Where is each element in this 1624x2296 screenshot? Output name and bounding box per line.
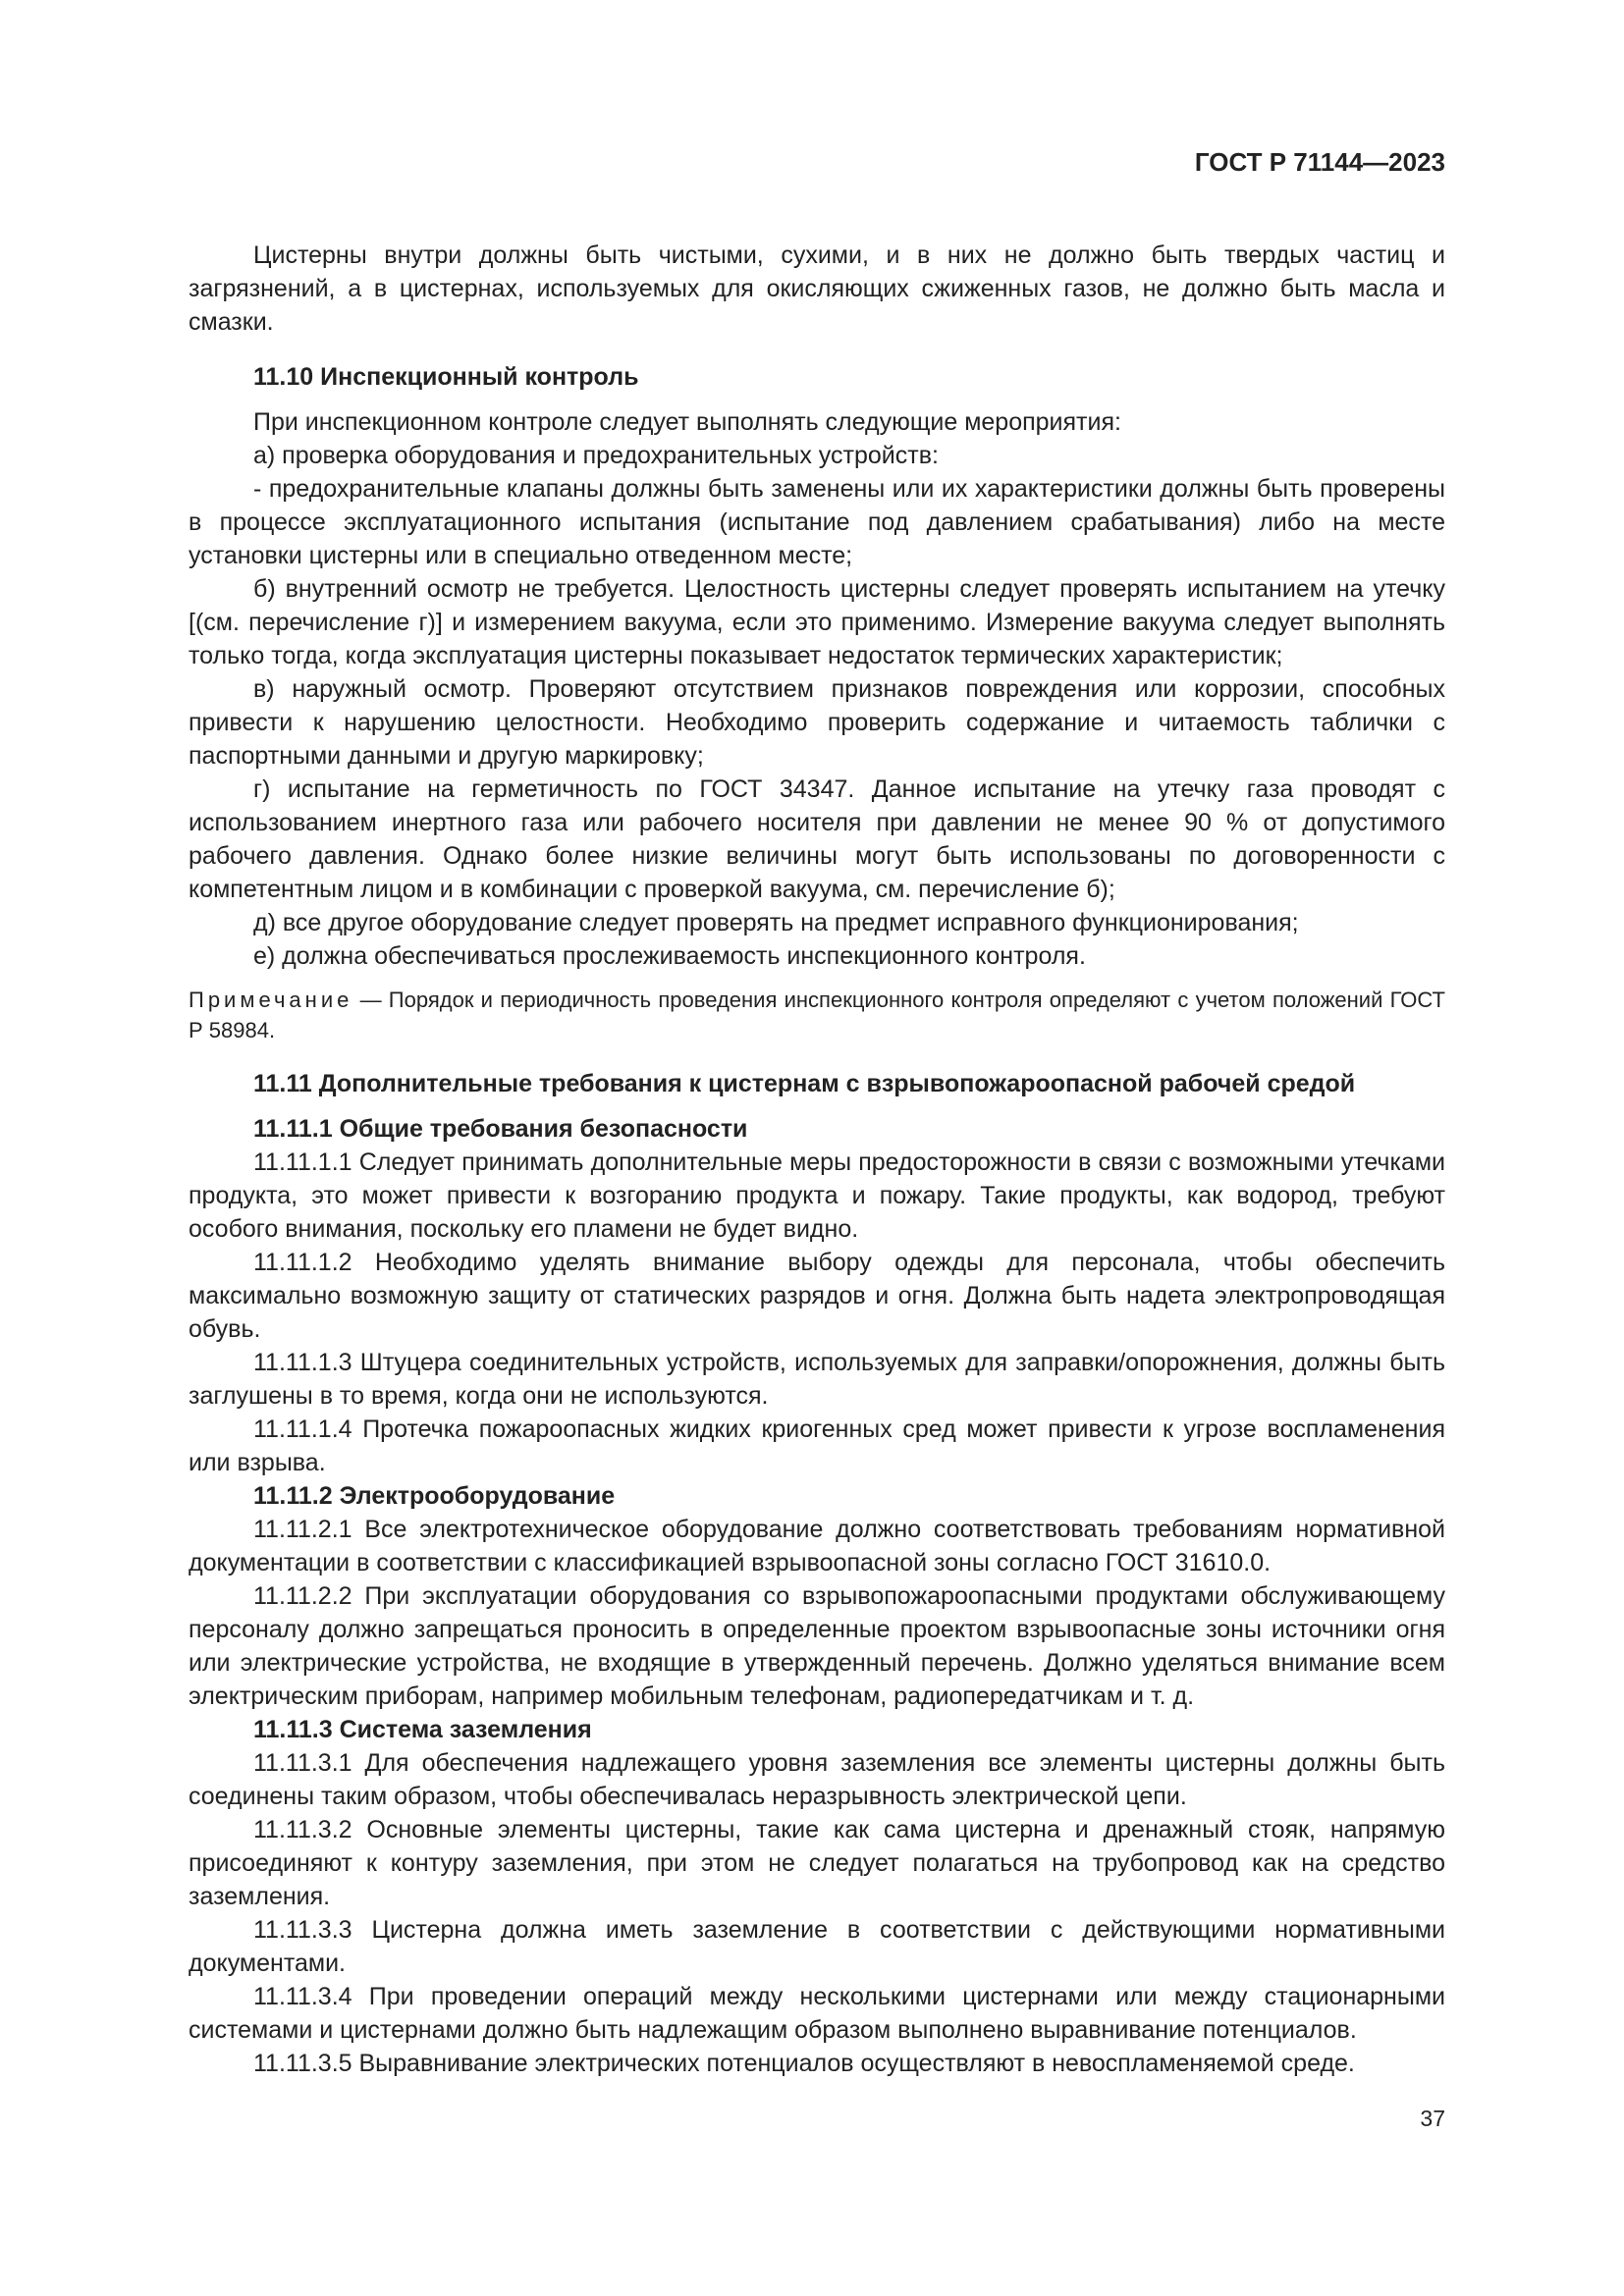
section-11-10-heading: 11.10 Инспекционный контроль	[253, 363, 639, 391]
clause-11-11-3-3: 11.11.3.3 Цистерна должна иметь заземление в соответствии с действующими нормативными документами.	[189, 1916, 1445, 1977]
clause-11-11-2-1: 11.11.2.1 Все электротехническое оборудование должно соответствовать требованиям нормативной документации в соответствии с классификацией взрывоопасной зоны согласно ГОСТ 31610.0.	[189, 1516, 1445, 1576]
list-item-g: г) испытание на герметичность по ГОСТ 34347. Данное испытание на утечку газа проводят с использованием инертного газа или рабочего носителя при давлении не менее 90 % от допустимого рабочего давления. Однако более низкие величины могут быть использованы по договоренности с компетентным лицом и в комбинации с проверкой вакуума, см. перечисление б);	[189, 775, 1445, 903]
note-label: Примечание	[189, 988, 353, 1012]
clause-11-11-1-4: 11.11.1.4 Протечка пожароопасных жидких криогенных сред может привести к угрозе воспламенения или взрыва.	[189, 1415, 1445, 1476]
subsection-11-11-1-heading: 11.11.1 Общие требования безопасности	[253, 1115, 748, 1143]
intro-paragraph: Цистерны внутри должны быть чистыми, сухими, и в них не должно быть твердых частиц и загрязнений, а в цистернах, используемых для окисляющих сжиженных газов, не должно быть масла и смазки.	[189, 241, 1445, 336]
list-item-d: д) все другое оборудование следует проверять на предмет исправного функционирования;	[253, 909, 1299, 936]
list-item-e: е) должна обеспечиваться прослеживаемость инспекционного контроля.	[253, 942, 1086, 970]
clause-11-11-1-1: 11.11.1.1 Следует принимать дополнительные меры предосторожности в связи с возможными утечками продукта, это может привести к возгоранию продукта и пожару. Такие продукты, как водород, требуют особого внимания, поскольку его пламени не будет видно.	[189, 1148, 1445, 1243]
clause-11-11-1-2: 11.11.1.2 Необходимо уделять внимание выбору одежды для персонала, чтобы обеспечить максимально возможную защиту от статических разрядов и огня. Должна быть надета электропроводящая обувь.	[189, 1249, 1445, 1343]
clause-11-11-3-1: 11.11.3.1 Для обеспечения надлежащего уровня заземления все элементы цистерны должны быть соединены таким образом, чтобы обеспечивалась неразрывность электрической цепи.	[189, 1749, 1445, 1810]
document-page	[189, 147, 1445, 2080]
list-item-dash: - предохранительные клапаны должны быть заменены или их характеристики должны быть проверены в процессе эксплуатационного испытания (испытание под давлением срабатывания) либо на месте установки цистерны или в специально отведенном месте;	[189, 475, 1445, 569]
clause-11-11-2-2: 11.11.2.2 При эксплуатации оборудования со взрывопожароопасными продуктами обслуживающему персоналу должно запрещаться проносить в определенные проектом взрывоопасные зоны источники огня или электрические устройства, не входящие в утвержденный перечень. Должно уделяться внимание всем электрическим приборам, например мобильным телефонам, радиопередатчикам и т. д.	[189, 1582, 1445, 1710]
list-item-v: в) наружный осмотр. Проверяют отсутствием признаков повреждения или коррозии, способных привести к нарушению целостности. Необходимо проверить содержание и читаемость таблички с паспортными данными и другую маркировку;	[189, 675, 1445, 770]
subsection-11-11-3-heading: 11.11.3 Система заземления	[253, 1716, 592, 1743]
clause-11-11-3-4: 11.11.3.4 При проведении операций между несколькими цистернами или между стационарными системами и цистернами должно быть надлежащим образом выполнено выравнивание потенциалов.	[189, 1983, 1445, 2044]
note-text: — Порядок и периодичность проведения инспекционного контроля определяют с учетом положений ГОСТ Р 58984.	[189, 988, 1445, 1042]
clause-11-11-3-5: 11.11.3.5 Выравнивание электрических потенциалов осуществляют в невоспламеняемой среде.	[253, 2050, 1355, 2077]
list-item-a: а) проверка оборудования и предохранительных устройств:	[253, 442, 939, 469]
note	[189, 985, 1445, 1045]
page-number: 37	[1420, 2106, 1445, 2131]
paragraph: При инспекционном контроле следует выполнять следующие мероприятия:	[253, 408, 1121, 436]
section-11-11-heading: 11.11 Дополнительные требования к цистернам с взрывопожароопасной рабочей средой	[253, 1070, 1356, 1097]
clause-11-11-3-2: 11.11.3.2 Основные элементы цистерны, такие как сама цистерна и дренажный стояк, напрямую присоединяют к контуру заземления, при этом не следует полагаться на трубопровод как на средство заземления.	[189, 1816, 1445, 1910]
subsection-11-11-2-heading: 11.11.2 Электрооборудование	[253, 1482, 616, 1510]
document-code-header: ГОСТ Р 71144—2023	[1194, 147, 1445, 177]
list-item-b: б) внутренний осмотр не требуется. Целостность цистерны следует проверять испытанием на утечку [(см. перечисление г)] и измерением вакуума, если это применимо. Измерение вакуума следует выполнять только тогда, когда эксплуатация цистерны показывает недостаток термических характеристик;	[189, 575, 1445, 669]
clause-11-11-1-3: 11.11.1.3 Штуцера соединительных устройств, используемых для заправки/опорожнения, должны быть заглушены в то время, когда они не используются.	[189, 1349, 1445, 1410]
